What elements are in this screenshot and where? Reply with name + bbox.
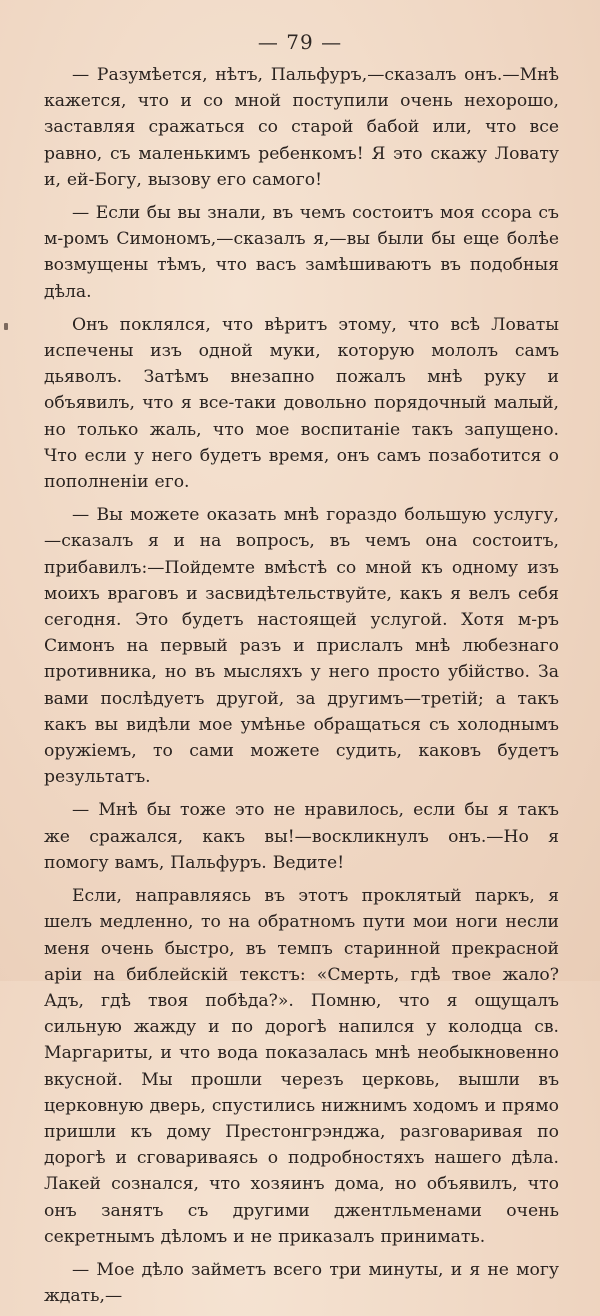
paragraph-4: — Вы можете оказать мнѣ гораздо большую услугу,—сказалъ я и на вопросъ, въ чемъ она состоитъ, прибавилъ:—Пойдемте вмѣстѣ со мной къ одному изъ моихъ враговъ и засвидѣтельствуйте, какъ я велъ себя сегодня. Это будетъ настоящей услугой. Хотя м-ръ Симонъ на первый разъ и прислалъ мнѣ любезнаго противника, но въ мысляхъ у него просто убійство. За вами послѣдуетъ другой, за другимъ—третій; а такъ какъ вы видѣли мое умѣнье обращаться съ холоднымъ оружіемъ, то сами можете судить, каковъ будетъ результатъ. [44,505,559,788]
paragraph-2: — Если бы вы знали, въ чемъ состоитъ моя ссора съ м-ромъ Симономъ,—сказалъ я,—вы были бы еще болѣе возмущены тѣмъ, что васъ замѣшиваютъ въ подобныя дѣла. [44,203,559,302]
paragraph-6: Если, направляясь въ этотъ проклятый паркъ, я шелъ медленно, то на обратномъ пути мои ноги несли меня очень быстро, въ темпъ старинной прекрасной аріи на библейскій текстъ: «Смерть, гдѣ твое жало? Адъ, гдѣ твоя побѣда?». Помню, что я ощущалъ сильную жажду и по дорогѣ напился у колодца св. Маргариты, и что вода показалась мнѣ необыкновенно вкусной. Мы прошли черезъ церковь, вышли въ церковную дверь, спустились нижнимъ ходомъ и прямо пришли къ дому Престонгрэнджа, разговаривая по дорогѣ и сговариваясь о подробностяхъ нашего дѣла. Лакей сознался, что хозяинъ дома, но объявилъ, что онъ занятъ съ другими джентльменами очень секретнымъ дѣломъ и не приказалъ принимать. [44,886,559,1247]
paragraph-1: — Разумѣется, нѣтъ, Пальфуръ,—сказалъ онъ.—Мнѣ кажется, что и со мной поступили очень нехорошо, заставляя сражаться со старой бабой или, что все равно, съ маленькимъ ребенкомъ! Я это скажу Ловату и, ей-Богу, вызову его самого! [44,65,559,190]
margin-ink-mark [4,323,8,330]
page-number: — 79 — [257,30,343,54]
page-text [44,62,559,1316]
paragraph-5: — Мнѣ бы тоже это не нравилось, если бы я такъ же сражался, какъ вы!—воскликнулъ онъ.—Но я помогу вамъ, Пальфуръ. Ведите! [44,800,559,873]
paragraph-3: Онъ поклялся, что вѣритъ этому, что всѣ Ловаты испечены изъ одной муки, которую мололъ самъ дьяволъ. Затѣмъ внезапно пожалъ мнѣ руку и объявилъ, что я все-таки довольно порядочный малый, но только жаль, что мое воспитаніе такъ запущено. Что если у него будетъ время, онъ самъ позаботится о пополненіи его. [44,314,559,493]
paragraph-7: — Мое дѣло займетъ всего три минуты, и я не могу ждать,— [44,1259,559,1307]
